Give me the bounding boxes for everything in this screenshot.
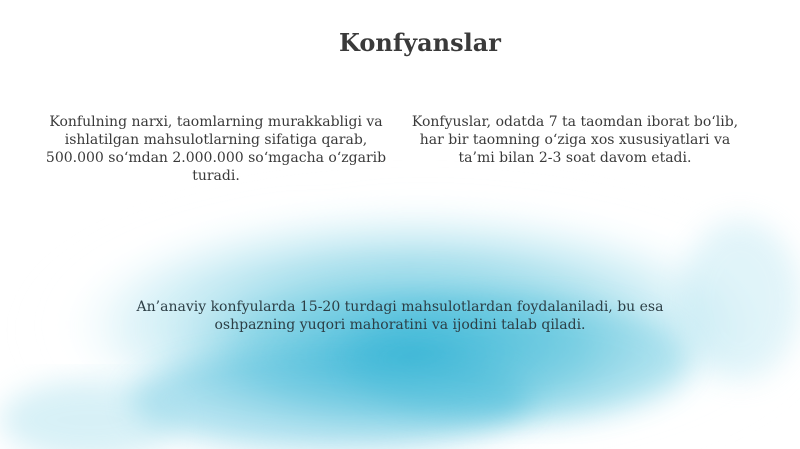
right-text-block: Konfyuslar, odatda 7 ta taomdan iborat bo‘lib, har bir taomning o‘ziga xos xususiyatlari va ta’mi bilan 2-3 soat davom etadi. xyxy=(411,114,739,166)
bottom-text-block: An’anaviy konfyularda 15-20 turdagi mahsulotlardan foydalaniladi, bu esa oshpazning yuqori mahoratini va ijodini talab qiladi. xyxy=(136,299,664,333)
slide-title: Konfyanslar xyxy=(339,28,501,57)
left-text-block: Konfulning narxi, taomlarning murakkabligi va ishlatilgan mahsulotlarning sifatiga qarab, 500.000 so‘mdan 2.000.000 so‘mgacha o‘zgarib turadi. xyxy=(45,114,387,184)
